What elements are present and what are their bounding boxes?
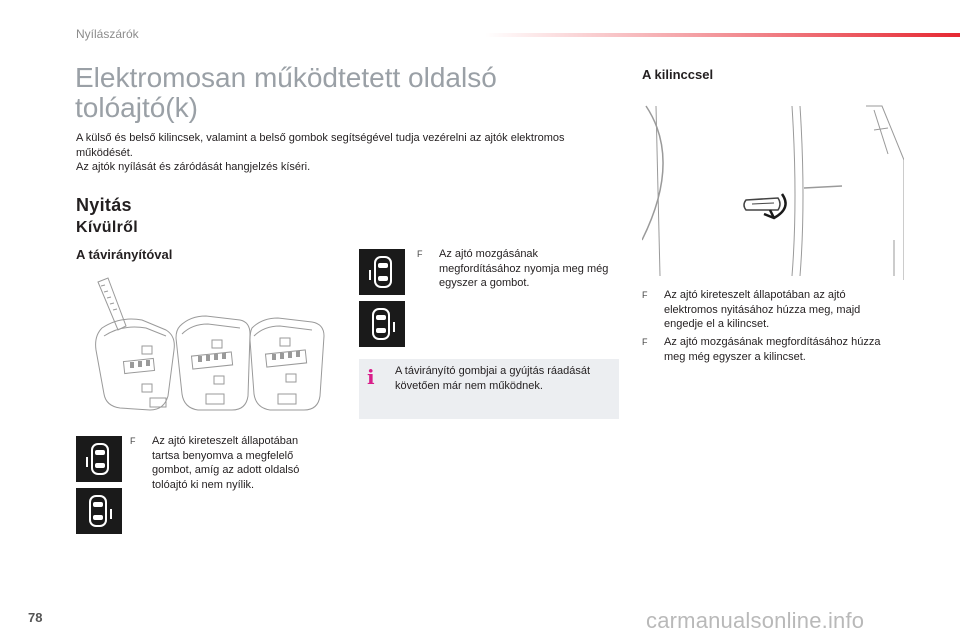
reverse-instruction — [417, 247, 617, 297]
info-text: A távirányító gombjai a gyújtás ráadását követően már nem működnek. — [395, 365, 591, 392]
bullet-mark: F — [130, 436, 136, 446]
key-fob-illustration — [80, 276, 330, 416]
sliding-door-right-icon — [359, 301, 405, 347]
watermark: carmanualsonline.info — [646, 608, 865, 633]
section-label: Nyílászárók — [76, 27, 139, 41]
sliding-door-left-icon — [76, 436, 122, 482]
handle-instruction-1 — [642, 288, 902, 334]
intro-line-2: Az ajtók nyílását és záródását hangjelzés kíséri. — [76, 161, 311, 173]
heading-opening: Nyitás — [76, 195, 132, 215]
heading-handle: A kilinccsel — [642, 67, 714, 82]
bullet-mark: F — [417, 249, 423, 259]
info-icon: i — [367, 365, 375, 389]
bullet-text: Az ajtó mozgásának megfordításához nyomja meg még egyszer a gombot. — [439, 248, 609, 289]
handle-instruction-2 — [642, 335, 902, 367]
heading-remote: A távirányítóval — [76, 247, 173, 262]
bullet-text: Az ajtó mozgásának megfordításához húzza meg még egyszer a kilincset. — [664, 336, 881, 363]
bullet-text: Az ajtó kireteszelt állapotában az ajtó elektromos nyitásához húzza meg, majd engedje el a kilincset. — [664, 289, 861, 330]
page-number: 78 — [28, 610, 43, 625]
bullet-text: Az ajtó kireteszelt állapotában tartsa benyomva a megfelelő gombot, amíg az adott oldalsó tolóajtó ki nem nyílik. — [152, 435, 300, 491]
intro-line-1: A külső és belső kilincsek, valamint a belső gombok segítségével tudja vezérelni az ajtók elektromos működését. — [76, 132, 565, 159]
bullet-mark: F — [642, 337, 648, 347]
bullet-mark: F — [642, 290, 648, 300]
sliding-door-left-icon — [359, 249, 405, 295]
sliding-door-right-icon — [76, 488, 122, 534]
header-accent-rule — [485, 33, 960, 37]
heading-from-outside: Kívülről — [76, 219, 138, 236]
info-box — [359, 359, 619, 419]
car-door-handle-illustration — [642, 100, 904, 280]
intro-text — [76, 131, 596, 175]
page-title: Elektromosan működtetett oldalsó tolóajtó(k) — [75, 62, 497, 123]
remote-instruction — [130, 434, 330, 504]
